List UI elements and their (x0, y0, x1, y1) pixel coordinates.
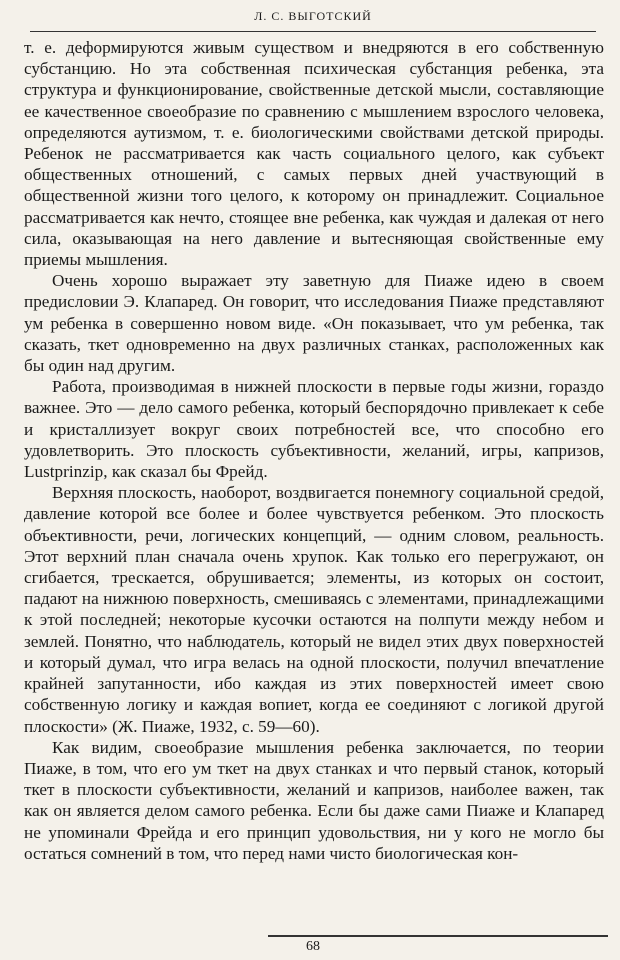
paragraph-5: Как видим, своеобразие мышления ребенка заключается, по теории Пиаже, в том, что его ум ткет на двух станках и что первый станок, который ткет в плоскости субъективности, желаний и капризов, наиболее важен, так как он является делом самого ребенка. Если бы даже сами Пиаже и Клапаред не упоминали Фрейда и его принцип удовольствия, ни у кого не могло бы остаться сомнений в том, что перед нами чисто биологическая кон- (24, 737, 604, 863)
paragraph-4: Верхняя плоскость, наоборот, воздвигается понемногу социальной средой, давление которой все более и более чувствуется ребенком. Это плоскость объективности, речи, логических концепций, — одним словом, реальность. Этот верхний план сначала очень хрупок. Как только его перегружают, он сгибается, трескается, обрушивается; элементы, из которых он состоит, падают на нижнюю поверхность, смешиваясь с элементами, принадлежащими к этой последней; некоторые кусочки остаются на полпути между небом и землей. Понятно, что наблюдатель, который не видел этих двух поверхностей и который думал, что игра велась на одной плоскости, получил впечатление крайней запутанности, ибо каждая из этих поверхностей имеет свою собственную логику и каждая вопиет, когда ее соединяют с логикой другой плоскости» (Ж. Пиаже, 1932, с. 59—60). (24, 483, 604, 736)
paragraph-2: Очень хорошо выражает эту заветную для Пиаже идею в своем предисловии Э. Клапаред. Он говорит, что исследования Пиаже представляют ум ребенка в совершенно новом виде. «Он показывает, что ум ребенка, так сказать, ткет одновременно на двух различных станках, расположенных как бы один над другим. (24, 271, 604, 376)
page-number: 68 (306, 939, 320, 954)
body-text (24, 37, 604, 864)
paragraph-3: Работа, производимая в нижней плоскости в первые годы жизни, гораздо важнее. Это — дело самого ребенка, который беспорядочно привлекает к себе и кристаллизует вокруг своих потребностей все, что способно его удовлетворить. Это плоскость субъективности, желаний, игры, капризов, Lustprinzip, как сказал бы Фрейд. (24, 377, 604, 482)
running-header: Л. С. ВЫГОТСКИЙ (254, 9, 372, 23)
paragraph-1: т. е. деформируются живым существом и внедряются в его собственную субстанцию. Но эта собственная психическая субстанция ребенка, эта структура и функционирование, свойственные детской мысли, составляющие ее качественное своеобразие по сравнению с мышлением взрослого человека, определяются аутизмом, т. е. биологическими свойствами детской природы. Ребенок не рассматривается как часть социального целого, как субъект общественных отношений, с самых первых дней участвующий в общественной жизни того целого, к которому он принадлежит. Социальное рассматривается как нечто, стоящее вне ребенка, как чуждая и далекая от него сила, оказывающая на него давление и вытесняющая свойственные ему приемы мышления. (24, 38, 604, 270)
book-page (18, 0, 608, 960)
header-rule (30, 31, 596, 32)
handwritten-underline (268, 935, 608, 937)
